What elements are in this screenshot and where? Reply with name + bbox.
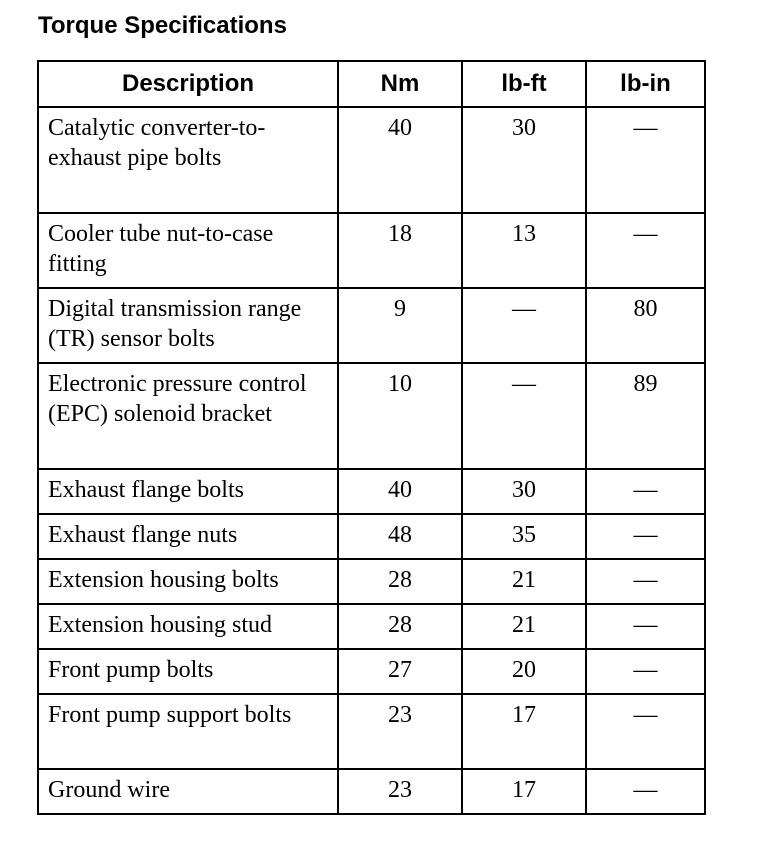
- lbin-cell: —: [586, 469, 705, 514]
- table-row: [38, 514, 705, 559]
- lbft-cell: 17: [462, 694, 586, 769]
- lbft-cell: 30: [462, 469, 586, 514]
- lbft-cell: 17: [462, 769, 586, 814]
- nm-cell: 18: [338, 213, 462, 288]
- lbft-cell: 21: [462, 604, 586, 649]
- table-row: [38, 559, 705, 604]
- description-cell: Exhaust flange bolts: [38, 469, 338, 514]
- nm-cell: 23: [338, 769, 462, 814]
- lbin-cell: —: [586, 107, 705, 213]
- nm-cell: 40: [338, 469, 462, 514]
- lbft-cell: 20: [462, 649, 586, 694]
- lbin-cell: —: [586, 559, 705, 604]
- lbin-cell: —: [586, 514, 705, 559]
- description-cell: Front pump bolts: [38, 649, 338, 694]
- table-row: [38, 363, 705, 469]
- description-cell: Extension housing stud: [38, 604, 338, 649]
- table-row: [38, 604, 705, 649]
- description-cell: Exhaust flange nuts: [38, 514, 338, 559]
- table-row: [38, 213, 705, 288]
- nm-cell: 10: [338, 363, 462, 469]
- table-row: [38, 469, 705, 514]
- table-body: [38, 107, 705, 814]
- column-header-description: Description: [38, 61, 338, 107]
- lbin-cell: —: [586, 649, 705, 694]
- nm-cell: 40: [338, 107, 462, 213]
- column-header-lbin: lb-in: [586, 61, 705, 107]
- column-header-lbft: lb-ft: [462, 61, 586, 107]
- header-row: [38, 61, 705, 107]
- nm-cell: 28: [338, 604, 462, 649]
- column-header-nm: Nm: [338, 61, 462, 107]
- nm-cell: 28: [338, 559, 462, 604]
- page-title: Torque Specifications: [38, 12, 287, 39]
- lbft-cell: —: [462, 363, 586, 469]
- description-cell: Ground wire: [38, 769, 338, 814]
- lbin-cell: —: [586, 769, 705, 814]
- nm-cell: 27: [338, 649, 462, 694]
- torque-spec-table: [37, 60, 706, 815]
- lbin-cell: 80: [586, 288, 705, 363]
- lbin-cell: 89: [586, 363, 705, 469]
- description-cell: Front pump support bolts: [38, 694, 338, 769]
- description-cell: Electronic pressure control (EPC) solenoid bracket: [38, 363, 338, 469]
- table-row: [38, 107, 705, 213]
- lbin-cell: —: [586, 694, 705, 769]
- lbft-cell: —: [462, 288, 586, 363]
- lbft-cell: 30: [462, 107, 586, 213]
- nm-cell: 23: [338, 694, 462, 769]
- lbft-cell: 13: [462, 213, 586, 288]
- description-cell: Extension housing bolts: [38, 559, 338, 604]
- lbft-cell: 21: [462, 559, 586, 604]
- description-cell: Digital transmission range (TR) sensor bolts: [38, 288, 338, 363]
- table-row: [38, 694, 705, 769]
- description-cell: Cooler tube nut-to-case fitting: [38, 213, 338, 288]
- lbft-cell: 35: [462, 514, 586, 559]
- table-row: [38, 649, 705, 694]
- nm-cell: 48: [338, 514, 462, 559]
- lbin-cell: —: [586, 213, 705, 288]
- description-cell: Catalytic converter-to-exhaust pipe bolts: [38, 107, 338, 213]
- table-row: [38, 769, 705, 814]
- nm-cell: 9: [338, 288, 462, 363]
- lbin-cell: —: [586, 604, 705, 649]
- table-row: [38, 288, 705, 363]
- table-header: [38, 61, 705, 107]
